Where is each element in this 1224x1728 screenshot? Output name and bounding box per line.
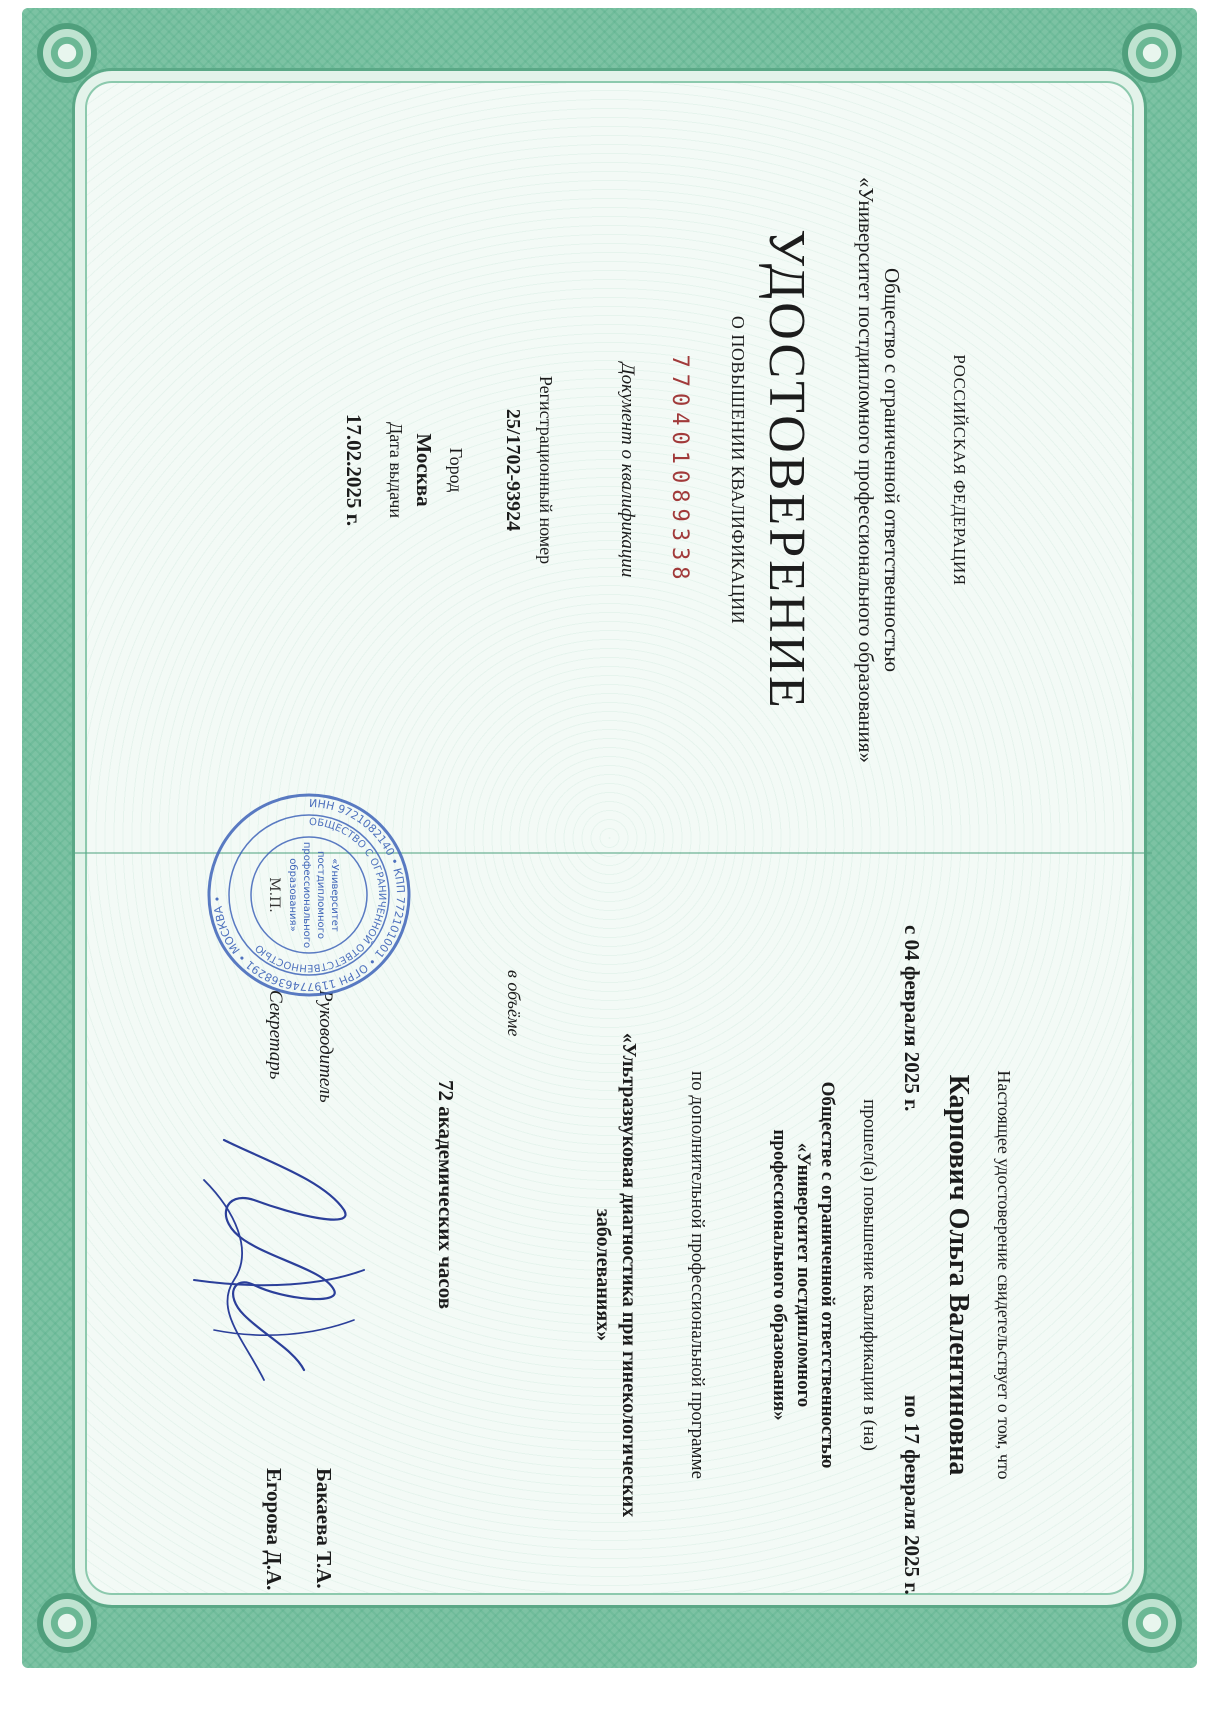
country-heading: РОССИЙСКАЯ ФЕДЕРАЦИЯ [950, 354, 969, 586]
passed-text: прошел(а) повышение квалификации в (на) [859, 1099, 880, 1451]
organization-stamp [204, 790, 414, 1000]
head-label: Руководитель [315, 990, 336, 1103]
program-title-line2: заболеваниях» [592, 1208, 614, 1342]
qualification-doc-label: Документ о квалификации [617, 362, 638, 578]
program-title-line1: «Ультразвуковая диагностика при гинекологических [618, 1032, 640, 1518]
institution-line1: Обществе с ограниченной ответственностью [817, 1081, 838, 1469]
stamp-mp-label: М.П. [266, 877, 282, 913]
institution-line2: «Университет постдипломного [793, 1142, 814, 1408]
recipient-name: Карпович Ольга Валентиновна [943, 1074, 974, 1476]
city-value: Москва [412, 433, 436, 507]
date-to: по 17 февраля 2025 г. [900, 1395, 924, 1595]
document-subtitle: О ПОВЫШЕНИИ КВАЛИФИКАЦИИ [728, 315, 748, 625]
head-name: Бакаева Т.А. [312, 1468, 336, 1589]
institution-line3: профессионального образования» [769, 1129, 790, 1421]
stamp-inner-ring-text: ОБЩЕСТВО С ОГРАНИЧЕННОЙ ОТВЕТСТВЕННОСТЬЮ [253, 816, 388, 974]
issuer-name-line2: «Университет постдипломного профессионального образования» [854, 177, 878, 763]
secretary-label: Секретарь [265, 990, 286, 1080]
stamp-center-line4: образования» [287, 858, 298, 932]
stamp-ring-text: ИНН 9721082140 • КПП 772101001 • ОГРН 1197746368291 • МОСКВА • [210, 796, 408, 994]
intro-text: Настоящее удостоверение свидетельствует о том, что [994, 1070, 1014, 1480]
reg-number-value: 25/1702-93924 [502, 408, 524, 532]
secretary-name: Егорова Д.А. [262, 1468, 286, 1591]
date-from: с 04 февраля 2025 г. [900, 925, 924, 1112]
stamp-center-line2: постдипломного [315, 850, 326, 940]
signature-icon [174, 1120, 384, 1410]
volume-value: 72 академических часов [434, 1080, 458, 1310]
reg-number-label: Регистрационный номер [536, 375, 556, 565]
volume-label: в объёме [504, 970, 524, 1037]
issuer-name-line1: Общество с ограниченной ответственностью [880, 267, 904, 673]
serial-number: 770401089338 [667, 354, 692, 586]
stamp-center-line1: «Университет [329, 858, 340, 932]
stamp-center-line3: профессионального [301, 841, 312, 949]
issue-date-label: Дата выдачи [386, 421, 406, 519]
document-title: УДОСТОВЕРЕНИЕ [758, 229, 815, 711]
city-label: Город [446, 447, 466, 493]
issue-date-value: 17.02.2025 г. [342, 413, 366, 527]
program-intro: по дополнительной профессиональной программе [687, 1070, 708, 1480]
